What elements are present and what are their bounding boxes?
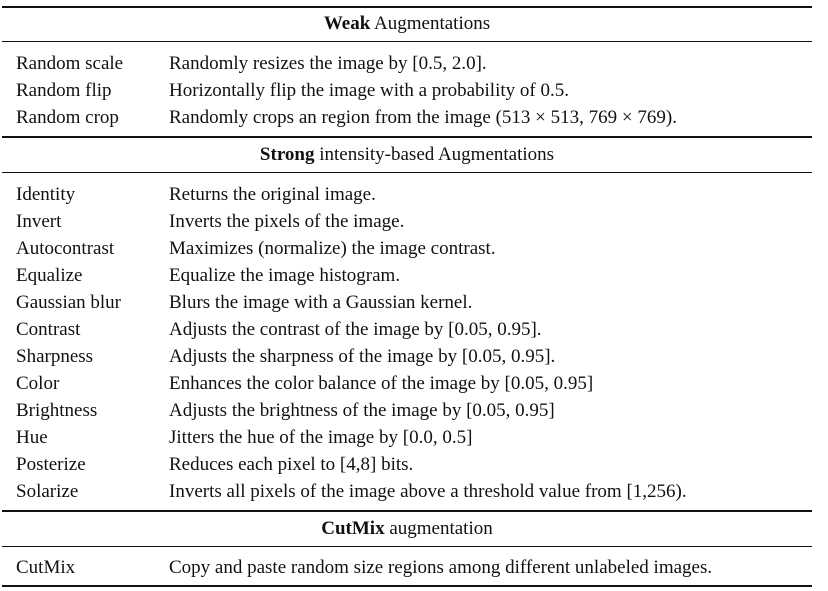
augmentation-description: Maximizes (normalize) the image contrast. — [169, 238, 496, 259]
table-top-rule — [2, 6, 812, 8]
augmentation-name: Invert — [16, 211, 62, 232]
section-divider-rule — [2, 510, 812, 512]
table-row — [0, 370, 828, 397]
table-row — [0, 104, 828, 131]
augmentation-description: Copy and paste random size regions among different unlabeled images. — [169, 557, 713, 578]
augmentation-name: CutMix — [16, 557, 76, 578]
augmentation-description: Adjusts the sharpness of the image by [0.05, 0.95]. — [169, 346, 556, 367]
section-title-rest: intensity-based Augmentations — [314, 144, 555, 165]
augmentation-name: Identity — [16, 184, 76, 205]
table-row — [0, 397, 828, 424]
section-title-strong — [2, 144, 812, 166]
augmentation-name: Random scale — [16, 53, 124, 74]
augmentation-description: Equalize the image histogram. — [169, 265, 401, 286]
augmentation-description: Jitters the hue of the image by [0.0, 0.5] — [169, 427, 473, 448]
augmentation-description: Randomly crops an region from the image (513 × 513, 769 × 769). — [169, 107, 677, 128]
section-title-bold: Strong — [259, 144, 315, 165]
table-row — [0, 50, 828, 77]
augmentation-description: Randomly resizes the image by [0.5, 2.0]. — [169, 53, 487, 74]
table-row — [0, 181, 828, 208]
table-bottom-rule — [2, 585, 812, 587]
augmentation-name: Gaussian blur — [16, 292, 122, 313]
table-row — [0, 451, 828, 478]
augmentation-name: Posterize — [16, 454, 86, 475]
augmentation-name: Equalize — [16, 265, 83, 286]
section-rule — [2, 546, 812, 547]
augmentation-name: Contrast — [16, 319, 81, 340]
augmentation-name: Sharpness — [16, 346, 94, 367]
section-rule — [2, 172, 812, 173]
section-title-weak — [2, 13, 812, 35]
augmentation-description: Inverts all pixels of the image above a threshold value from [1,256). — [169, 481, 687, 502]
table-row — [0, 424, 828, 451]
augmentation-description: Inverts the pixels of the image. — [169, 211, 405, 232]
table-row — [0, 478, 828, 505]
augmentation-name: Random crop — [16, 107, 119, 128]
table-row — [0, 289, 828, 316]
table-row — [0, 77, 828, 104]
augmentation-name: Solarize — [16, 481, 79, 502]
section-title-rest: Augmentations — [370, 13, 491, 34]
table-row — [0, 316, 828, 343]
augmentation-name: Color — [16, 373, 60, 394]
table-row — [0, 235, 828, 262]
augmentation-description: Horizontally flip the image with a probability of 0.5. — [169, 80, 569, 101]
augmentation-description: Reduces each pixel to [4,8] bits. — [169, 454, 414, 475]
table-row — [0, 208, 828, 235]
section-rule — [2, 41, 812, 42]
augmentation-description: Returns the original image. — [169, 184, 376, 205]
section-divider-rule — [2, 136, 812, 138]
augmentation-description: Adjusts the brightness of the image by [0.05, 0.95] — [169, 400, 555, 421]
section-title-bold: CutMix — [321, 518, 385, 539]
augmentation-name: Hue — [16, 427, 48, 448]
augmentation-description: Enhances the color balance of the image by [0.05, 0.95] — [169, 373, 594, 394]
augmentation-description: Adjusts the contrast of the image by [0.05, 0.95]. — [169, 319, 542, 340]
section-title-cutmix — [2, 518, 812, 540]
augmentation-name: Random flip — [16, 80, 112, 101]
augmentation-description: Blurs the image with a Gaussian kernel. — [169, 292, 473, 313]
table-row — [0, 554, 828, 581]
augmentation-name: Brightness — [16, 400, 98, 421]
section-title-rest: augmentation — [384, 518, 493, 539]
table-row — [0, 262, 828, 289]
section-title-bold: Weak — [323, 13, 371, 34]
table-row — [0, 343, 828, 370]
augmentation-name: Autocontrast — [16, 238, 115, 259]
